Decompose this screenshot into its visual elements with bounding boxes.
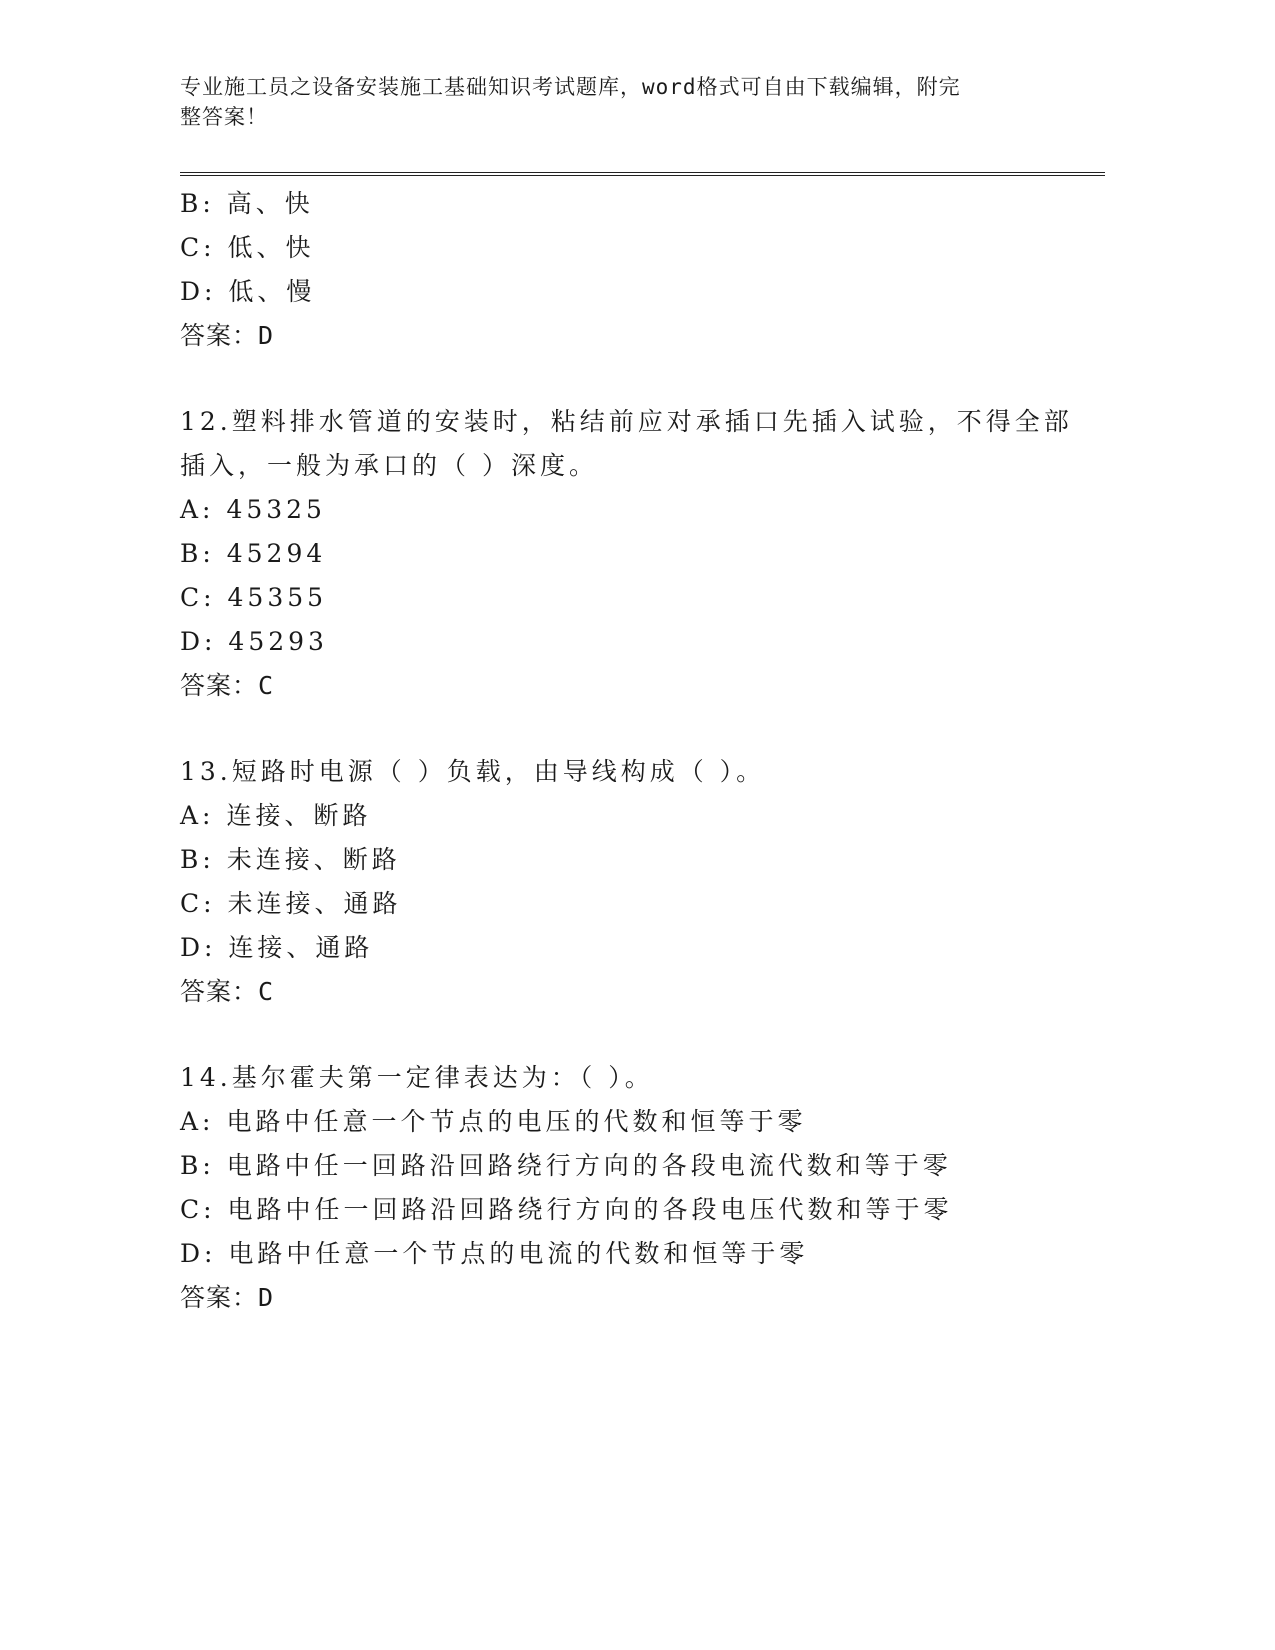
option-a <box>180 488 1080 532</box>
option-key: D: <box>180 277 217 306</box>
option-key: D: <box>180 1239 217 1268</box>
question-13 <box>180 750 1080 1014</box>
option-key: C: <box>180 889 216 918</box>
option-text: 低、慢 <box>228 277 316 306</box>
option-d <box>180 270 1080 314</box>
option-key: A: <box>180 495 215 524</box>
document-header <box>180 72 1050 132</box>
option-c <box>180 226 1080 270</box>
option-c <box>180 576 1080 620</box>
option-text: 电路中任一回路沿回路绕行方向的各段电流代数和等于零 <box>226 1151 952 1180</box>
option-text: 未连接、通路 <box>227 889 402 918</box>
option-d <box>180 926 1080 970</box>
option-a <box>180 1100 1080 1144</box>
answer-line: 答案：C <box>180 977 275 1006</box>
option-c <box>180 1188 1080 1232</box>
option-key: C: <box>180 583 216 612</box>
option-text: 高、快 <box>226 189 314 218</box>
option-text: 连接、断路 <box>226 801 372 830</box>
question-12 <box>180 400 1080 708</box>
option-b <box>180 532 1080 576</box>
spacer <box>180 1014 1080 1056</box>
answer-line: 答案：C <box>180 671 275 700</box>
option-c <box>180 882 1080 926</box>
header-divider <box>180 172 1105 176</box>
option-text: 45325 <box>226 495 326 524</box>
option-key: A: <box>180 801 215 830</box>
question-text-line-2: 插入，一般为承口的（ ）深度。 <box>180 451 598 480</box>
option-text: 低、快 <box>227 233 315 262</box>
answer-line: 答案：D <box>180 1283 275 1312</box>
option-b <box>180 838 1080 882</box>
option-text: 电路中任意一个节点的电压的代数和恒等于零 <box>226 1107 807 1136</box>
option-key: C: <box>180 1195 216 1224</box>
option-text: 未连接、断路 <box>226 845 401 874</box>
option-key: B: <box>180 539 215 568</box>
option-key: B: <box>180 1151 215 1180</box>
option-text: 45294 <box>226 539 327 568</box>
question-11-continuation <box>180 182 1080 358</box>
header-text-line-2: 整答案！ <box>180 105 268 129</box>
option-text: 45293 <box>228 627 328 656</box>
document-body <box>180 182 1080 1320</box>
question-text-line-1: 14.基尔霍夫第一定律表达为：（ ）。 <box>180 1063 654 1092</box>
option-b <box>180 182 1080 226</box>
option-d <box>180 1232 1080 1276</box>
spacer <box>180 708 1080 750</box>
option-a <box>180 794 1080 838</box>
option-key: D: <box>180 933 217 962</box>
option-key: A: <box>180 1107 215 1136</box>
option-text: 电路中任一回路沿回路绕行方向的各段电压代数和等于零 <box>227 1195 953 1224</box>
option-d <box>180 620 1080 664</box>
question-text-line-1: 13.短路时电源（ ）负载，由导线构成（ ）。 <box>180 757 766 786</box>
question-14 <box>180 1056 1080 1320</box>
spacer <box>180 358 1080 400</box>
option-text: 45355 <box>227 583 328 612</box>
option-key: D: <box>180 627 217 656</box>
option-key: B: <box>180 845 215 874</box>
option-b <box>180 1144 1080 1188</box>
option-key: C: <box>180 233 216 262</box>
option-text: 电路中任意一个节点的电流的代数和恒等于零 <box>228 1239 809 1268</box>
answer-line: 答案：D <box>180 321 275 350</box>
option-text: 连接、通路 <box>228 933 374 962</box>
header-text-line-1: 专业施工员之设备安装施工基础知识考试题库，word格式可自由下载编辑，附完 <box>180 75 961 99</box>
option-key: B: <box>180 189 215 218</box>
question-text-line-1: 12.塑料排水管道的安装时，粘结前应对承插口先插入试验，不得全部 <box>180 407 1073 436</box>
